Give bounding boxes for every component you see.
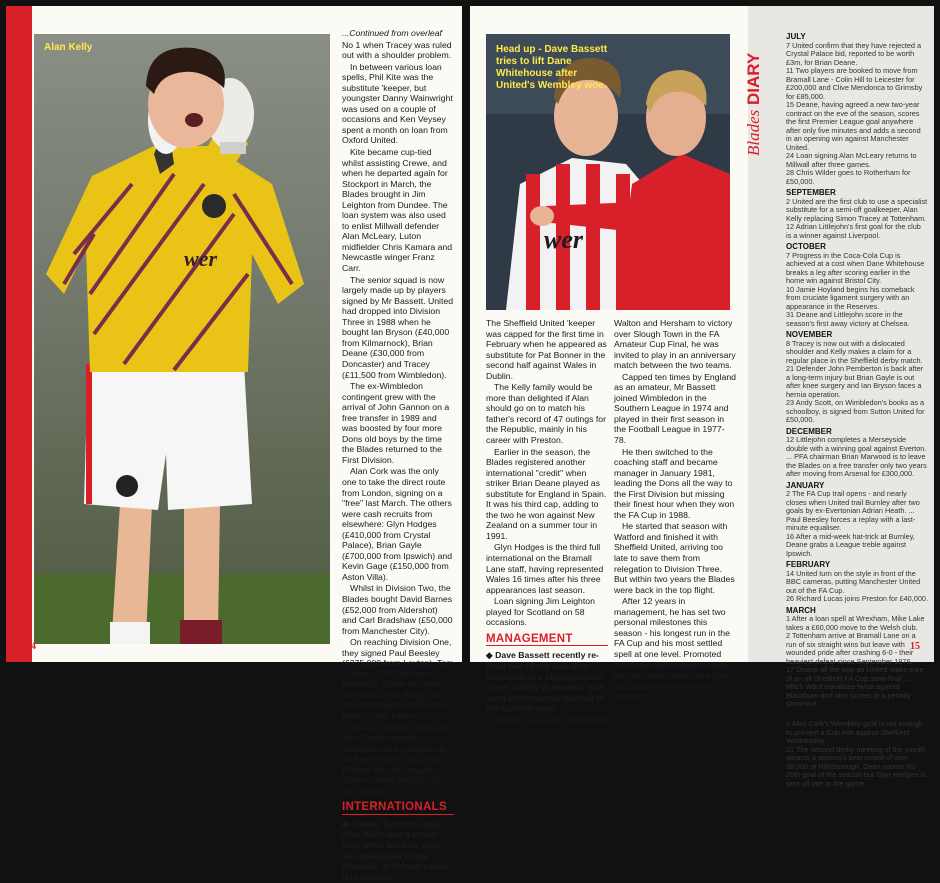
- diary-entry: 15 Deane, having agreed a new two-year contract on the eve of the season, scores the first Premier League goal anywhere after only five minutes and adds a second in an opening win against Manchester United.: [786, 100, 921, 152]
- right-text-column-2: [614, 318, 736, 703]
- body-paragraph: Earlier in the season, the Blades registered another international "credit" when striker Brian Deane played as substitute for England in Spain. It was his third cap, adding to the two he won against New Zealand on a summer tour in 1991.: [486, 446, 607, 541]
- diary-entry: 11 Two players are booked to move from Bramall Lane - Colin Hill to Leicester for £200,000 and Clive Mendonca to Grimsby for £85,000.: [786, 66, 923, 101]
- diary-entry: 31 Deane and Littlejohn score in the season's first away victory at Chelsea.: [786, 310, 910, 328]
- body-paragraph: He started that season with Watford and finished it with Sheffield United, arriving too late to save them from relegation to Division Three. But within two years the Blades were back in the top flight.: [614, 521, 735, 595]
- page-number-right: 15: [910, 641, 920, 652]
- continued-note: ...Continued from overleaf: [342, 28, 442, 38]
- diary-entries: [786, 30, 928, 788]
- diary-entry: 17 Drama all the way as United make sure of an all-Sheffield FA Cup semi-final ... Mitch Ward equalises twice against Blackburn and also scores in a penalty shoot-out.: [786, 665, 924, 708]
- body-paragraph: In between various loan spells, Phil Kite was the substitute 'keeper, but youngster Danny Wainwright was used on a couple of occasions and Ken Veysey spent a month on loan from Oxford United.: [342, 61, 453, 146]
- svg-text:wer: wer: [184, 246, 217, 271]
- diary-month-january: JANUARY: [786, 480, 825, 490]
- diary-entry: 1 After a loan spell at Wrexham, Mike Lake takes a £60,000 move to the Welsh club.: [786, 614, 925, 632]
- diary-entry: 2 Tottenham arrive at Bramall Lane on a run of six straight wins but leave with wounded pride after crashing 6-0 - their heaviest defeat since September 1976.: [786, 631, 916, 666]
- body-paragraph: After 12 years in management, he has set two personal milestones this season - his longest run in the FA Cup and his most settled spell at one level. Promoted five times and relegated twice, he had never spent more than two seasons in the same division.: [614, 596, 731, 702]
- diary-entry: 26 Richard Lucas joins Preston for £40,000.: [786, 594, 928, 603]
- page-number-left: 14: [26, 641, 36, 652]
- body-paragraph: Whilst in Division Two, the Blades bought David Barnes (£52,000 from Aldershot) and Carl Bradshaw (£50,000 from Manchester City).: [342, 583, 453, 636]
- diary-month-april: APRIL: [786, 710, 810, 720]
- diary-month-december: DECEMBER: [786, 426, 832, 436]
- diary-title: [744, 53, 764, 156]
- diary-entry: 16 After a mid-week hat-trick at Burnley, Deane grabs a League treble against Ipswich.: [786, 531, 915, 558]
- diary-entry: 7 United confirm that they have rejected a Crystal Palace bid, reported to be worth £3m, for Brian Deane.: [786, 40, 922, 67]
- diary-month-november: NOVEMBER: [786, 330, 833, 339]
- body-paragraph: Twenty years after captaining: [494, 714, 607, 725]
- management-heading: MANAGEMENT: [486, 634, 608, 647]
- goalkeeper-illustration: [34, 34, 330, 644]
- diary-title-blades: Blades: [744, 109, 763, 156]
- body-paragraph: Walton and Hersham to victory over Slough Town in the FA Amateur Cup Final, he was invited to play in an anniversary match between the two teams.: [614, 318, 736, 371]
- diary-title-diary: DIARY: [744, 52, 763, 105]
- diary-month-march: MARCH: [786, 605, 816, 615]
- photo-caption: Head up - Dave Bassett tries to lift Dane Whitehouse after United's Wembley woe.: [496, 44, 608, 91]
- body-paragraph: The Kelly family would be more than delighted if Alan should go on to match his father's record of 47 outings for the Republic, mainly in his career with Preston.: [486, 382, 606, 446]
- diary-entry: 7 Progress in the Coca-Cola Cup is achieved at a cost when Dane Whitehouse breaks a leg after scoring earlier in the home win against Bristol City.: [786, 250, 925, 285]
- diary-entry: 24 Loan signing Alan McLeary returns to Millwall after three games.: [786, 151, 917, 169]
- diary-entry: 2 The FA Cup trail opens - and nearly closes when United trail Burnley after two goals by ex-Evertonian Adrian Heath. ... Paul Beesley forces a replay with a last-minute equaliser.: [786, 489, 920, 532]
- red-margin-strip: [6, 6, 32, 662]
- diary-month-october: OCTOBER: [786, 242, 826, 251]
- photo-caption: Alan Kelly: [44, 42, 93, 53]
- right-page: [470, 6, 934, 788]
- internationals-lead: ◆ Former Everton coach Alan Kelly was a proud man when his son, Alan Jnr, graduated to the Republic of Ireland squad this season.: [342, 818, 449, 882]
- svg-text:wer: wer: [544, 225, 583, 254]
- right-text-column-1: [486, 318, 608, 726]
- body-paragraph: Capped ten times by England as an amateur, Mr Bassett joined Wimbledon in the Southern League in 1974 and played in their first season in the Football League in 1977-78.: [614, 371, 736, 446]
- body-paragraph: On reaching Division One, they signed Paul Beesley (£375,000 from Leyton), Tom Cowan (£350,000 from Rangers), Jamie Hoyland (£250,000 from Bury) and John Pemberton (£250,000 from Crystal Palace).: [342, 637, 454, 721]
- diary-entry: 21 Defender John Pemberton is back after a long-term injury but Brian Gayle is out after knee surgery and Ian Bryson faces a hernia operation.: [786, 364, 924, 399]
- diary-entry: 12 Adrian Littlejohn's first goal for the club is a winner against Liverpool.: [786, 222, 921, 240]
- body-paragraph: The ex-Wimbledon contingent grew with the arrival of John Gannon on a free transfer in 1989 and was boosted by four more Dons old boys by the time the Blades returned to the First Division.: [342, 381, 450, 465]
- diary-entry: 8 Tracey is now out with a dislocated shoulder and Kelly makes a claim for a regular place in the Sheffield derby match.: [786, 338, 923, 365]
- body-paragraph: Alan Cork was the only one to take the direct route from London, signing on a "free" last March. The others were cash recruits from elsewhere: Glyn Hodges (£410,000 from Crystal Palace), Brian Gayle (£700,000 from Ipswich) and Kevin Gage (£150,000 from Aston Villa).: [342, 466, 453, 582]
- diary-month-september: SEPTEMBER: [786, 188, 836, 197]
- left-page: [6, 6, 462, 882]
- left-text-column: [342, 28, 454, 883]
- body-paragraph: Loan signing Jim Leighton played for Scotland on 58 occasions.: [486, 596, 595, 628]
- diary-entry: 14 United turn on the style in front of the BBC cameras, putting Manchester United out of the FA Cup.: [786, 568, 921, 595]
- bassett-whitehouse-photo: [486, 34, 730, 310]
- diary-entry: 23 Andy Scott, on Wimbledon's books as a schoolboy, is signed from Sutton United for £50,000.: [786, 398, 925, 424]
- body-paragraph: The senior squad is now largely made up by players signed by Mr Bassett. United had dropped into Division Three in 1988 when he bought Ian Bryson (£40,000 from Kilmarnock), Brian Deane (£30,000 from Doncaster) and Tracey (£11,500 from Wimbledon).: [342, 274, 454, 380]
- body-paragraph: Adrian Littlejohn (Walsall) and Charlie Hartfield (Arsenal) were snapped up on free transfers and Paul Rogers left non-League Sutton United for £50,000 last season.: [342, 722, 449, 796]
- body-paragraph: Glyn Hodges is the third full international on the Bramall Lane staff, having represented Wales 16 times after his three appearances last season.: [486, 542, 604, 595]
- internationals-heading: INTERNATIONALS: [342, 802, 454, 815]
- diary-entry: 21 The second derby meeting of the month attracts a season's best crowd of over 38,000 at Hillsborough. Dean scores his 20th goal of the season but Glyn Hodges is sent off late in the game.: [786, 744, 926, 788]
- blades-diary-panel: [744, 6, 934, 788]
- alan-kelly-photo: [34, 34, 330, 644]
- body-paragraph: No 1 when Tracey was ruled out with a shoulder problem.: [342, 39, 452, 61]
- diary-entry: 2 United are the first club to use a specialist substitute for a semi-off goalkeeper, Alan Kelly replacing Simon Tracey at Tottenham.: [786, 196, 928, 223]
- diary-entry: 10 Jamie Hoyland begins his comeback from cruciate ligament surgery with an appearance in the Reserves.: [786, 284, 915, 311]
- diary-entry: 28 Chris Wilder goes to Rotherham for £50,000.: [786, 168, 911, 186]
- management-lead: ◆ Dave Bassett recently re-lived one of the proudest moments of a playing career spent mainly in amateur and semi-professional football in the London area.: [486, 650, 605, 714]
- body-paragraph: He then switched to the coaching staff and became manager in January 1981, leading the Dons all the way to the First Division but missing their finest hour when they won the FA Cup in 1988.: [614, 446, 735, 520]
- body-paragraph: The Sheffield United 'keeper was capped for the first time in February when he appeared as substitute for Pat Bonner in the second half against Wales in Dublin.: [486, 318, 607, 381]
- diary-month-july: JULY: [786, 32, 806, 41]
- diary-entry: 3 Alan Cork's Wembley goal is not enough to prevent a Cup exit against Sheffield Wednesday.: [786, 719, 923, 745]
- left-column-paragraphs: [342, 28, 454, 796]
- diary-month-february: FEBRUARY: [786, 560, 831, 569]
- diary-entry: 12 Littlejohn completes a Merseyside double with a winning goal against Everton. ... PFA chairman Brian Marwood is to leave the Blades on a free transfer only two years after moving from Arsenal for £300,000.: [786, 435, 927, 478]
- body-paragraph: Kite became cup-tied whilst assisting Crewe, and when he departed again for Stockport in March, the Blades brought in Jim Leighton from Dundee. The loan system was also used to enlist Millwall defender Alan McLeary, Luton midfielder Chris Kamara and Newcastle winger Franz Carr.: [342, 147, 453, 274]
